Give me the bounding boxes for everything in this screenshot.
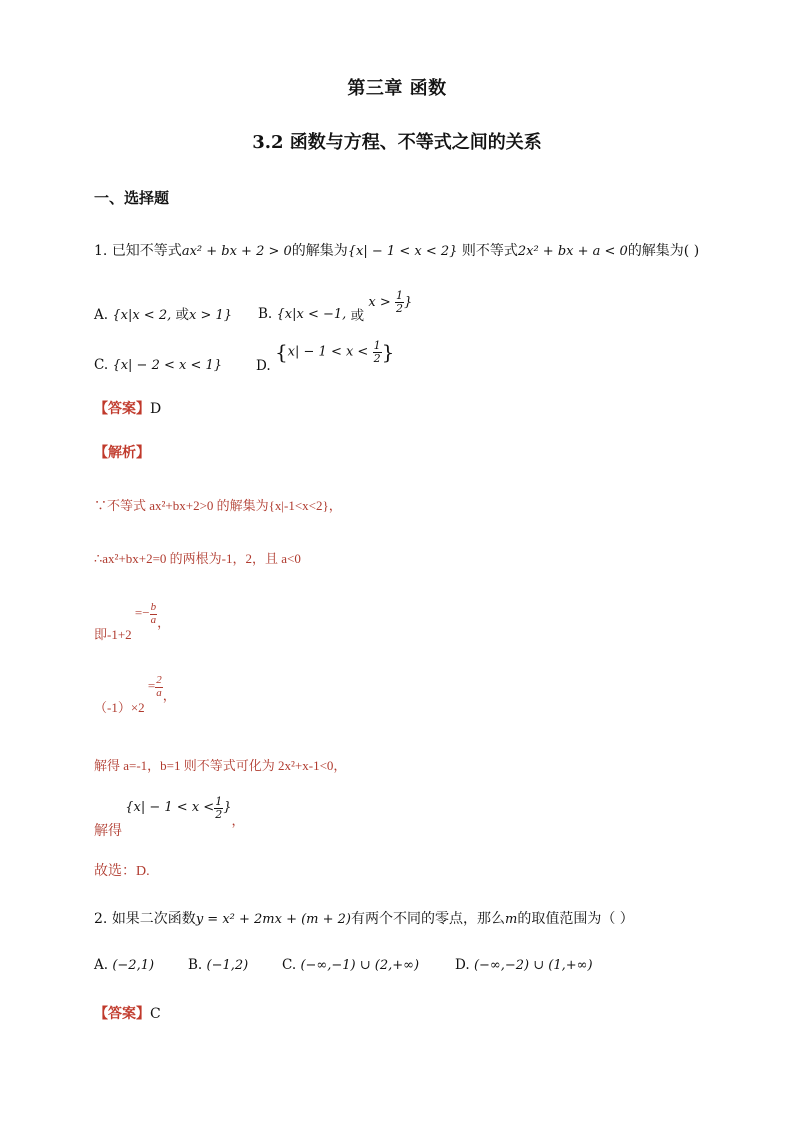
solution-set: {x| − 1 < x < 2}	[347, 244, 458, 259]
question-2	[94, 908, 634, 928]
function-expression: y = x² + 2mx + (m + 2)	[195, 912, 351, 927]
option-value: {x|x < 2,	[112, 308, 172, 323]
variable: m	[505, 912, 518, 927]
section-heading: 一、选择题	[94, 189, 170, 207]
option-a	[94, 303, 232, 323]
question-number: 2.	[94, 911, 108, 927]
inequality: 2x² + bx + a < 0	[517, 244, 628, 259]
option-value: x > 1}	[189, 308, 233, 323]
question-text: 的解集为	[291, 243, 348, 259]
question-number: 1.	[94, 243, 108, 259]
option-c: C. (−∞,−1) ∪ (2,+∞)	[282, 957, 420, 973]
option-value: x| − 1 < x <	[287, 344, 369, 360]
analysis-line: ∴ax²+bx+2=0 的两根为-1，2，且 a<0	[94, 551, 301, 566]
question-text: 则不等式	[461, 243, 518, 259]
question-text: 的解集为( )	[627, 243, 700, 259]
section-title: 3.2 函数与方程、不等式之间的关系	[252, 132, 542, 153]
fraction: $\frac{b}{a}$	[150, 601, 157, 626]
question-text: 有两个不同的零点，那么	[351, 911, 505, 927]
option-b: B. {x|x < −1, 或 x > $\frac{1}{2}$ }	[258, 289, 413, 324]
answer-line	[94, 1003, 161, 1023]
answer-value: C	[150, 1006, 161, 1022]
fraction: $\frac{1}{2}$	[396, 289, 404, 315]
question-1	[94, 240, 699, 260]
option-value: {x| − 2 < x < 1}	[112, 358, 223, 373]
option-d: D. {x| − 1 < x < $\frac{1}{2}$ }	[256, 339, 395, 374]
option-value: {x|x < −1,	[276, 307, 347, 322]
option-or: 或	[350, 308, 365, 324]
inequality: ax² + bx + 2 > 0	[181, 244, 292, 259]
option-label: B.	[258, 306, 273, 322]
question-text: 的取值范围为（ ）	[517, 911, 634, 927]
fraction: $\frac{1}{2}$	[215, 795, 223, 821]
option-or: 或	[175, 307, 190, 323]
fraction: $\frac{2}{a}$	[156, 674, 162, 699]
option-label: C.	[94, 357, 109, 373]
answer-value: D	[150, 401, 162, 417]
analysis-line: 解得 a=-1，b=1 则不等式可化为 2x²+x-1<0，	[94, 758, 347, 773]
answer-line	[94, 398, 161, 418]
answer-tag: 【答案】	[94, 401, 150, 417]
analysis-conclusion: 故选：D.	[94, 864, 150, 879]
option-label: A.	[94, 307, 109, 323]
chapter-title: 第三章 函数	[347, 78, 447, 99]
option-value: x >	[368, 295, 391, 310]
question-text: 已知不等式	[111, 243, 182, 259]
analysis-line: 即-1+2 =− $\frac{b}{a}$ ，	[94, 601, 171, 643]
option-a: A. (−2,1)	[94, 957, 155, 973]
analysis-line: 解得 {x| − 1 < x < $\frac{1}{2}$ }，	[94, 795, 245, 840]
option-b: B. (−1,2)	[188, 957, 249, 973]
question-text: 如果二次函数	[111, 911, 196, 927]
option-label: D.	[256, 357, 271, 374]
option-d: D. (−∞,−2) ∪ (1,+∞)	[455, 957, 593, 973]
analysis-tag: 【解析】	[94, 445, 150, 461]
analysis-line: （-1）×2 = $\frac{2}{a}$ ，	[94, 674, 176, 716]
fraction: $\frac{1}{2}$	[373, 339, 381, 365]
answer-tag: 【答案】	[94, 1006, 150, 1022]
option-c	[94, 357, 222, 373]
analysis-line: ∵不等式 ax²+bx+2>0 的解集为{x|-1<x<2}，	[94, 498, 342, 513]
